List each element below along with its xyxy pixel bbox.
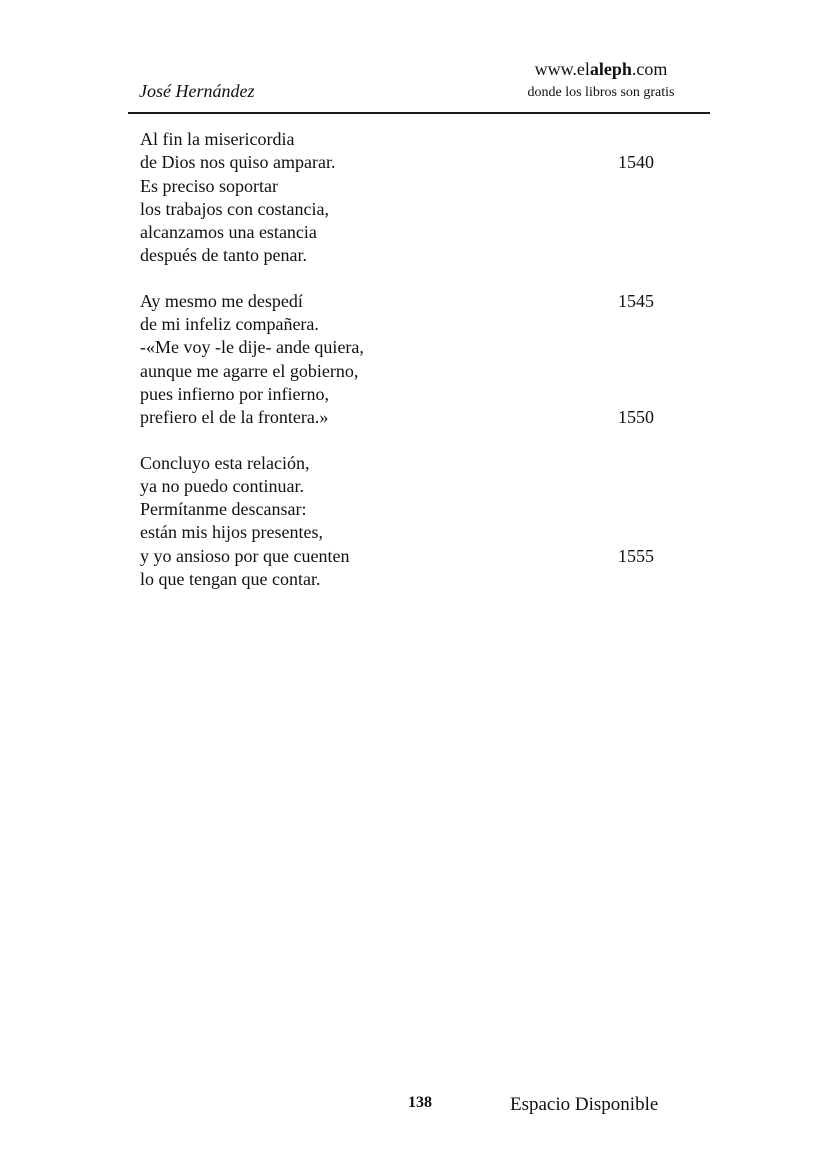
verse-text: lo que tengan que contar. xyxy=(140,569,321,590)
stanza xyxy=(140,128,680,268)
verse-text: los trabajos con costancia, xyxy=(140,198,329,219)
verse-text: prefiero el de la frontera.» xyxy=(140,407,329,428)
verse-line xyxy=(140,406,680,429)
verse-text: Permítanme descansar: xyxy=(140,499,307,520)
verse-line xyxy=(140,336,680,359)
verse-text: Es preciso soportar xyxy=(140,175,278,196)
verse-line xyxy=(140,128,680,151)
verse-text: alcanzamos una estancia xyxy=(140,222,317,243)
verse-line xyxy=(140,221,680,244)
verse-line xyxy=(140,313,680,336)
site-url-brand: aleph xyxy=(589,59,632,79)
header-author: José Hernández xyxy=(139,81,255,101)
verse-text: Concluyo esta relación, xyxy=(140,452,310,473)
verse-number: 1550 xyxy=(618,407,654,428)
verse-text: Ay mesmo me despedí xyxy=(140,290,303,311)
verse-line xyxy=(140,360,680,383)
page-number: 138 xyxy=(408,1094,432,1111)
verse-line xyxy=(140,244,680,267)
verse-line xyxy=(140,198,680,221)
site-tagline: donde los libros son gratis xyxy=(527,85,675,100)
verse-line xyxy=(140,545,680,568)
verse-text: -«Me voy -le dije- ande quiera, xyxy=(140,337,364,358)
verse-text: de Dios nos quiso amparar. xyxy=(140,152,336,173)
verse-text: después de tanto penar. xyxy=(140,245,307,266)
verse-number: 1555 xyxy=(618,545,654,566)
verse-number: 1545 xyxy=(618,290,654,311)
stanza xyxy=(140,452,680,592)
verse-line xyxy=(140,498,680,521)
poem-body xyxy=(140,128,680,613)
verse-line xyxy=(140,475,680,498)
verse-line xyxy=(140,290,680,313)
verse-text: aunque me agarre el gobierno, xyxy=(140,360,359,381)
header-divider xyxy=(128,112,710,114)
site-url-prefix: www.el xyxy=(534,59,590,79)
verse-line xyxy=(140,452,680,475)
verse-line xyxy=(140,383,680,406)
verse-text: ya no puedo continuar. xyxy=(140,475,304,496)
verse-text: pues infierno por infierno, xyxy=(140,383,329,404)
verse-line xyxy=(140,521,680,544)
verse-line xyxy=(140,151,680,174)
header-site-block xyxy=(510,58,692,103)
verse-text: están mis hijos presentes, xyxy=(140,522,323,543)
verse-text: de mi infeliz compañera. xyxy=(140,314,319,335)
site-url-suffix: .com xyxy=(631,59,668,79)
verse-text: Al fin la misericordia xyxy=(140,129,295,149)
verse-line xyxy=(140,175,680,198)
verse-text: y yo ansioso por que cuenten xyxy=(140,545,350,566)
verse-line xyxy=(140,568,680,591)
verse-number: 1540 xyxy=(618,152,654,173)
stanza xyxy=(140,290,680,430)
footer-text: Espacio Disponible xyxy=(510,1094,659,1115)
site-url xyxy=(510,58,692,80)
